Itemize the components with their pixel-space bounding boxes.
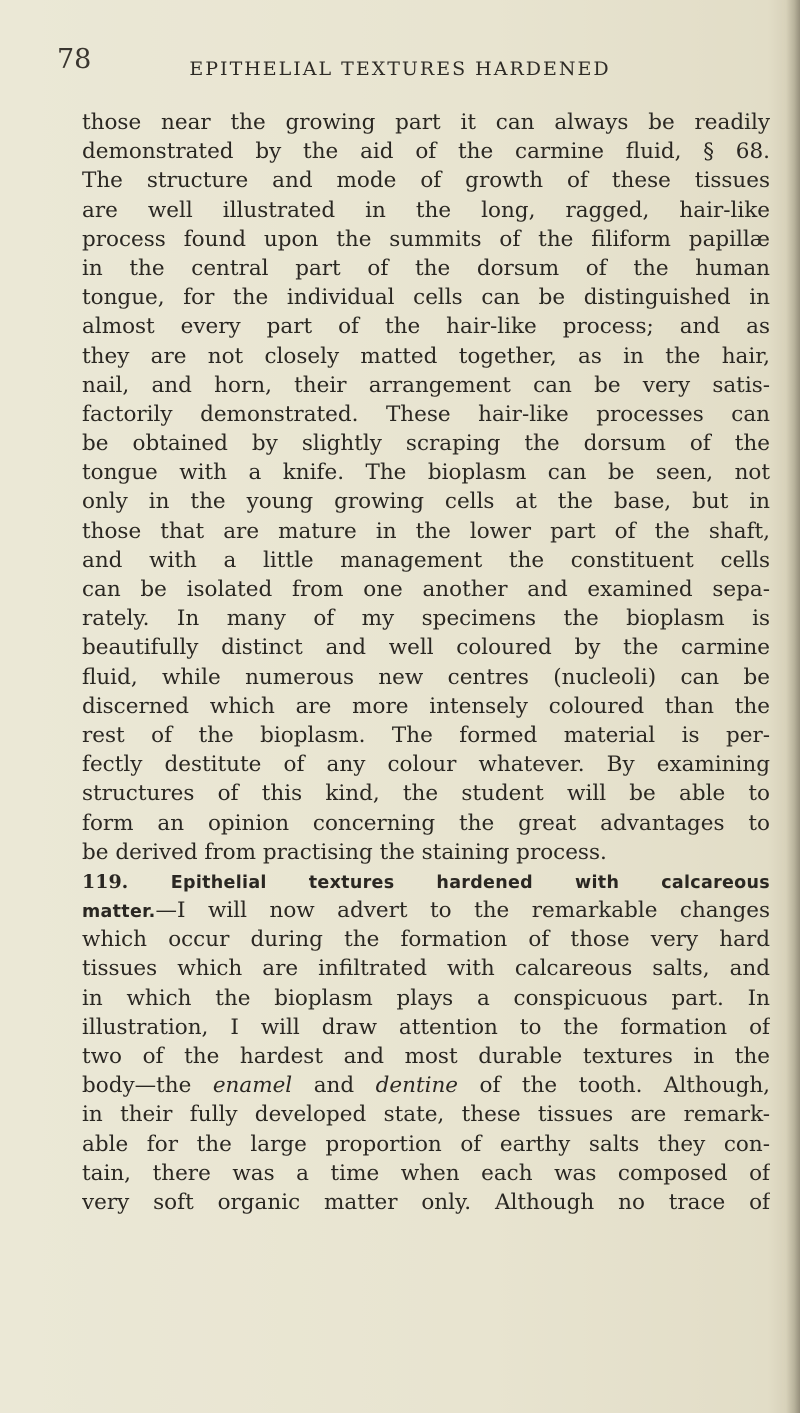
text-line: be obtained by slightly scraping the dorsum of the (82, 431, 770, 457)
text-line: can be isolated from one another and examined sepa- (82, 577, 770, 602)
text-line: nail, and horn, their arrangement can be very satis- (82, 372, 770, 398)
text-line: tissues which are infiltrated with calcareous salts, and (82, 956, 770, 982)
text-line: those near the growing part it can always be readily (82, 110, 770, 135)
text-line: two of the hardest and most durable textures in the (82, 1044, 770, 1069)
text-line: fluid, while numerous new centres (nucleoli) can be (82, 664, 770, 690)
text-line: able for the large proportion of earthy salts they con- (82, 1131, 770, 1157)
body-text (82, 108, 770, 1217)
text-line: in their fully developed state, these tissues are remark- (82, 1102, 770, 1128)
text-line: be derived from practising the staining process. (82, 839, 607, 865)
page-number: 78 (57, 44, 92, 75)
section-text: —I will now advert to the remarkable changes (155, 898, 770, 924)
text-line: rest of the bioplasm. The formed material is per- (82, 722, 770, 748)
text-line: structures of this kind, the student will be able to (82, 781, 770, 807)
text-line: The structure and mode of growth of these tissues (82, 168, 770, 194)
text-line: tongue, for the individual cells can be distinguished in (82, 285, 770, 311)
text-line: they are not closely matted together, as in the hair, (82, 343, 770, 369)
text-line: fectly destitute of any colour whatever. By examining (82, 752, 770, 778)
text-line (82, 896, 770, 925)
text-line: very soft organic matter only. Although no trace of (82, 1189, 770, 1215)
text-line: discerned which are more intensely coloured than the (82, 693, 770, 719)
text-line: process found upon the summits of the filiform papillæ (82, 226, 770, 252)
text-fragment: and (313, 1073, 355, 1099)
text-line: in the central part of the dorsum of the human (82, 255, 770, 281)
text-line: demonstrated by the aid of the carmine fluid, § 68. (82, 139, 770, 165)
section-heading-line (82, 867, 770, 896)
text-line: rately. In many of my specimens the bioplasm is (82, 606, 770, 632)
term-dentine: dentine (375, 1073, 459, 1099)
text-line: those that are mature in the lower part of the shaft, (82, 518, 770, 544)
text-line: which occur during the formation of those very hard (82, 927, 770, 953)
text-line (82, 1071, 770, 1100)
section-heading: Epithelial textures hardened with calcareous (170, 872, 770, 893)
text-line: tongue with a knife. The bioplasm can be seen, not (82, 460, 770, 486)
section-heading-cont: matter. (82, 902, 156, 923)
text-line: beautifully distinct and well coloured by the carmine (82, 635, 770, 661)
text-fragment: of the tooth. Although, (479, 1073, 770, 1099)
text-line: and with a little management the constituent cells (82, 547, 770, 573)
section-number: 119. (82, 870, 129, 893)
page-edge-shadow (786, 0, 800, 1413)
text-line: almost every part of the hair-like process; and as (82, 314, 770, 340)
text-line: only in the young growing cells at the base, but in (82, 489, 770, 515)
text-line: tain, there was a time when each was composed of (82, 1160, 770, 1186)
term-enamel: enamel (212, 1073, 293, 1099)
text-fragment: body—the (82, 1073, 192, 1099)
text-line: factorily demonstrated. These hair-like processes can (82, 401, 770, 427)
text-line: illustration, I will draw attention to the formation of (82, 1014, 770, 1040)
text-line: in which the bioplasm plays a conspicuous part. In (82, 985, 770, 1011)
running-head: EPITHELIAL TEXTURES HARDENED (189, 58, 611, 80)
text-line: are well illustrated in the long, ragged, hair-like (82, 197, 770, 223)
text-line: form an opinion concerning the great advantages to (82, 810, 770, 836)
